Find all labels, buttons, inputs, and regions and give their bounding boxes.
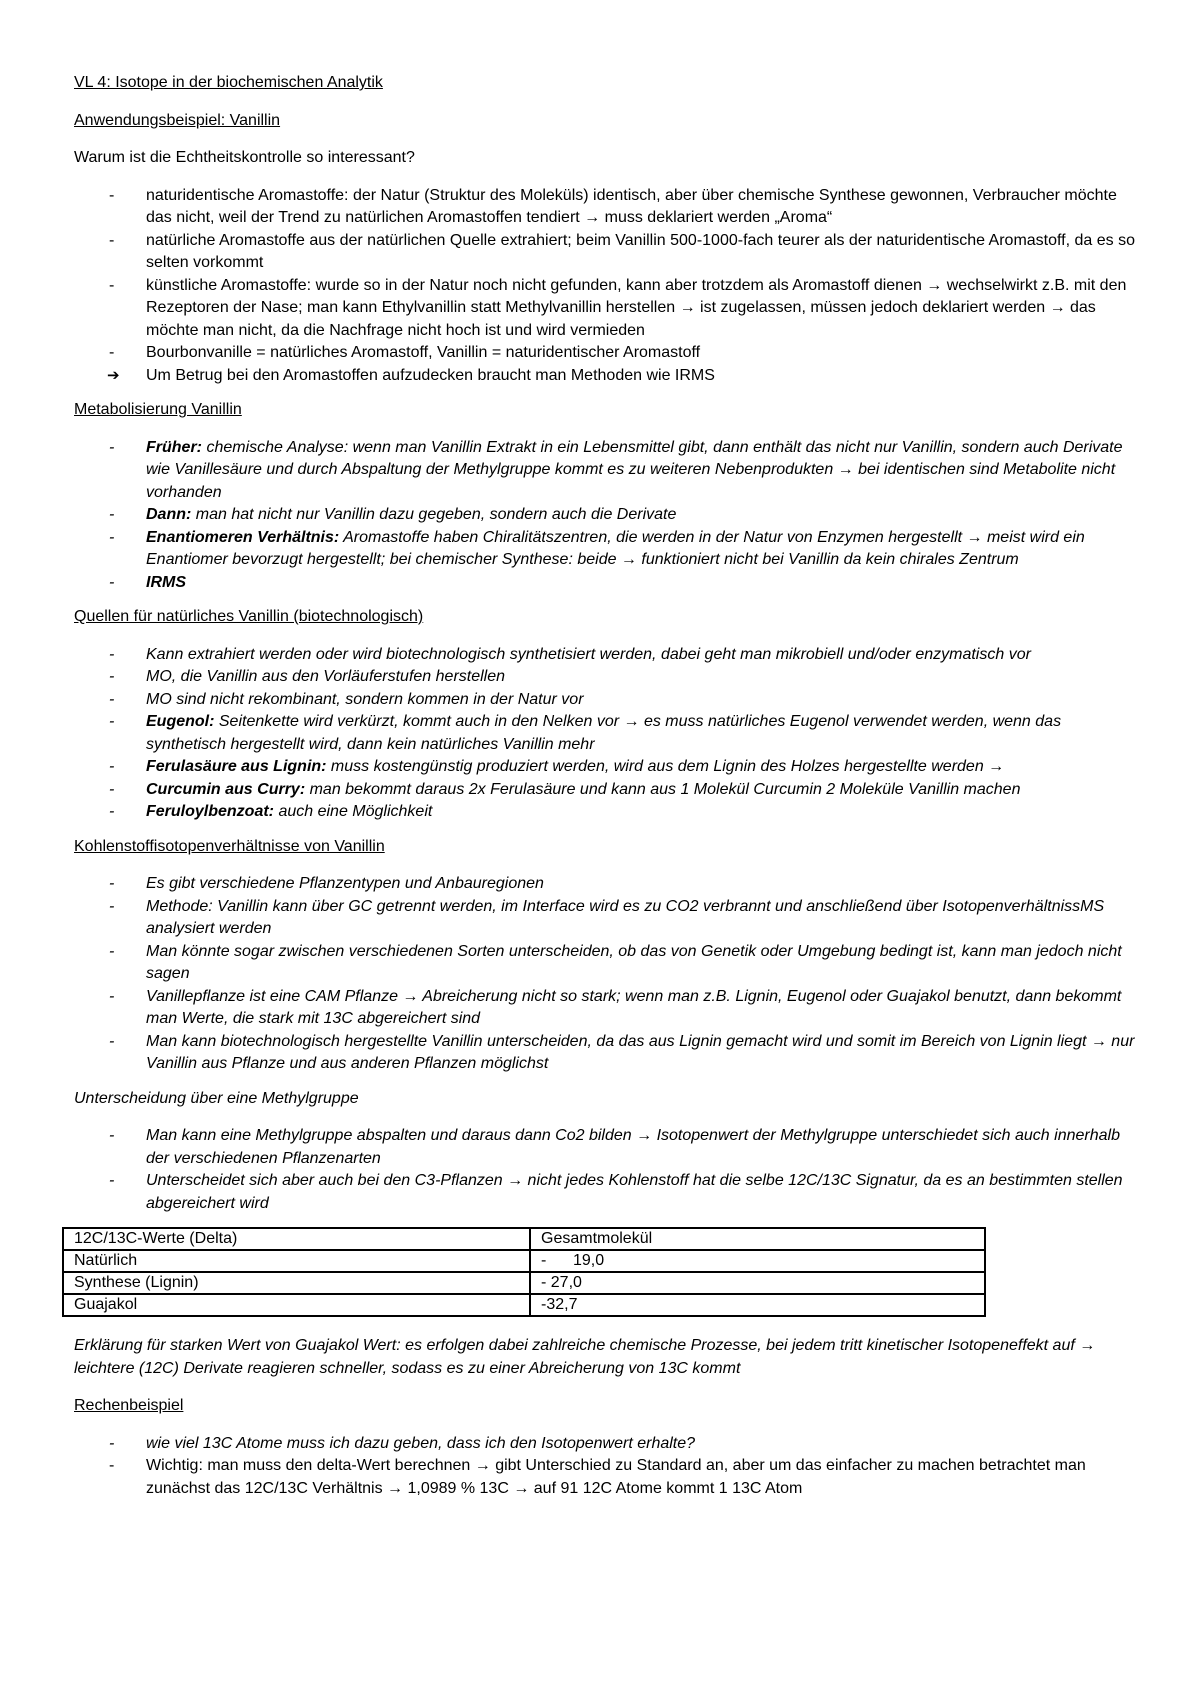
table-cell: -32,7 xyxy=(530,1294,985,1316)
list-item: - Ferulasäure aus Lignin: muss kostengünstig produziert werden, wird aus dem Lignin des Holzes hergestellte werden → xyxy=(74,756,1144,779)
table-cell: - 27,0 xyxy=(530,1272,985,1294)
dash-marker: - xyxy=(109,897,115,915)
dash-marker: - xyxy=(109,1172,115,1189)
table-row xyxy=(63,1272,985,1294)
table-header-cell: 12C/13C-Werte (Delta) xyxy=(63,1228,530,1250)
table-cell: Synthese (Lignin) xyxy=(63,1272,530,1294)
explanation-paragraph: Erklärung für starken Wert von Guajakol Wert: es erfolgen dabei zahlreiche chemische Prozesse, bei jedem tritt kinetischer Isotopeneffekt auf → leichtere (12C) Derivate reagieren schneller, sodass es zu einer Abreicherung von 13C kommt xyxy=(74,1337,1096,1377)
list-item: - Dann: man hat nicht nur Vanillin dazu gegeben, sondern auch die Derivate xyxy=(74,504,1144,527)
dash-marker: - xyxy=(109,438,115,456)
list-item: - Curcumin aus Curry: man bekommt daraus 2x Ferulasäure und kann aus 1 Molekül Curcumin 2 Moleküle Vanillin machen xyxy=(74,779,1144,802)
section-heading-metabolisierung: Metabolisierung Vanillin xyxy=(74,401,242,418)
list-aromastoffe xyxy=(74,185,1144,388)
list-item: - Kann extrahiert werden oder wird biotechnologisch synthetisiert werden, dabei geht man mikrobiell und/oder enzymatisch vor xyxy=(74,644,1144,667)
list-item: - Methode: Vanillin kann über GC getrennt werden, im Interface wird es zu CO2 verbrannt und anschließend über IsotopenverhältnissMS analysiert werden xyxy=(109,897,1105,937)
list-item: - Früher: chemische Analyse: wenn man Vanillin Extrakt in ein Lebensmittel gibt, dann enthält das nicht nur Vanillin, sondern auch Derivate wie Vanillesäure und durch Abspaltung der Methylgruppe kommt es zu weiteren Nebenprodukten → bei identischen sind Metabolite nicht vorhanden xyxy=(109,438,1123,501)
dash-marker: - xyxy=(109,987,115,1005)
dash-marker: - xyxy=(109,942,115,960)
list-item: - naturidentische Aromastoffe: der Natur (Struktur des Moleküls) identisch, aber über chemische Synthese gewonnen, Verbraucher möchte das nicht, weil der Trend zu natürlichen Aromastoffen tendiert → muss deklariert werden „Aroma“ xyxy=(109,186,1117,226)
section-heading-rechenbeispiel: Rechenbeispiel xyxy=(74,1397,184,1414)
dash-marker: - xyxy=(109,713,115,730)
dash-marker: - xyxy=(109,573,115,591)
list-metabolisierung xyxy=(74,437,1144,595)
isotope-values-table xyxy=(62,1227,986,1317)
list-item-conclusion: ➔ Um Betrug bei den Aromastoffen aufzudecken braucht man Methoden wie IRMS xyxy=(74,365,1144,388)
list-item: - MO sind nicht rekombinant, sondern kommen in der Natur vor xyxy=(74,689,1144,712)
list-item: - Es gibt verschiedene Pflanzentypen und Anbauregionen xyxy=(74,873,1144,896)
table-cell: Guajakol xyxy=(63,1294,530,1316)
list-item: - IRMS xyxy=(74,572,1144,595)
dash-marker: - xyxy=(109,803,115,820)
list-methylgruppe xyxy=(74,1125,1144,1215)
list-item: - wie viel 13C Atome muss ich dazu geben, dass ich den Isotopenwert erhalte? xyxy=(74,1433,1144,1456)
section-heading-quellen: Quellen für natürliches Vanillin (biotechnologisch) xyxy=(74,608,424,625)
section-question: Warum ist die Echtheitskontrolle so interessant? xyxy=(74,149,415,166)
table-cell: Natürlich xyxy=(63,1250,530,1272)
dash-marker: - xyxy=(109,690,115,708)
list-item: - Bourbonvanille = natürliches Aromastoff, Vanillin = naturidentischer Aromastoff xyxy=(74,342,1144,365)
list-item: - Unterscheidet sich aber auch bei den C3-Pflanzen → nicht jedes Kohlenstoff hat die selbe 12C/13C Signatur, da es an bestimmten stellen abgereichert wird xyxy=(109,1172,1123,1212)
document-page xyxy=(74,72,1144,1512)
table-cell: - 19,0 xyxy=(530,1250,985,1272)
section-heading-kohlenstoffisotope: Kohlenstoffisotopenverhältnisse von Vanillin xyxy=(74,837,385,855)
list-item: - Wichtig: man muss den delta-Wert berechnen → gibt Unterschied zu Standard an, aber um das einfacher zu machen betrachtet man zunächst das 12C/13C Verhältnis → 1,0989 % 13C → auf 91 12C Atome kommt 1 13C Atom xyxy=(109,1457,1086,1497)
table-row xyxy=(63,1250,985,1272)
dash-marker: - xyxy=(109,875,115,892)
dash-marker: - xyxy=(109,528,115,546)
list-item: - künstliche Aromastoffe: wurde so in der Natur noch nicht gefunden, kann aber trotzdem als Aromastoff dienen → wechselwirkt z.B. mit den Rezeptoren der Nase; man kann Ethylvanillin statt Methylvanillin herstellen → ist zugelassen, müssen jedoch deklariert werden → das möchte man nicht, da die Nachfrage nicht hoch ist und wird vermieden xyxy=(109,276,1127,339)
list-item: - Vanillepflanze ist eine CAM Pflanze → Abreicherung nicht so stark; wenn man z.B. Lignin, Eugenol oder Guajakol benutzt, dann bekommt man Werte, die stark mit 13C abgereichert sind xyxy=(109,987,1122,1027)
section-heading-anwendungsbeispiel: Anwendungsbeispiel: Vanillin xyxy=(74,111,281,129)
list-item: - Man könnte sogar zwischen verschiedenen Sorten unterscheiden, ob das von Genetik oder Umgebung bedingt ist, kann man jedoch nicht sagen xyxy=(109,942,1122,982)
dash-marker: - xyxy=(109,506,115,523)
dash-marker: - xyxy=(109,276,115,294)
table-header-cell: Gesamtmolekül xyxy=(530,1228,985,1250)
dash-marker: - xyxy=(109,1457,115,1474)
page-title: VL 4: Isotope in der biochemischen Analytik xyxy=(74,74,383,91)
dash-marker: - xyxy=(109,668,115,685)
list-rechenbeispiel xyxy=(74,1433,1144,1501)
dash-marker: - xyxy=(109,1434,115,1452)
table-row xyxy=(63,1294,985,1316)
dash-marker: - xyxy=(109,344,115,361)
list-item: - Eugenol: Seitenkette wird verkürzt, kommt auch in den Nelken vor → es muss natürliches Eugenol verwendet werden, wenn das synthetisch hergestellt wird, dann kein natürliches Vanillin mehr xyxy=(109,713,1062,753)
dash-marker: - xyxy=(109,1127,115,1144)
dash-marker: - xyxy=(109,231,115,249)
list-item: - Enantiomeren Verhältnis: Aromastoffe haben Chiralitätszentren, die werden in der Natur von Enzymen hergestellt → meist wird ein Enantiomer bevorzugt hergestellt; bei chemischer Synthese: beide → funktioniert nicht bei Vanillin da kein chirales Zentrum xyxy=(109,528,1085,568)
list-item: - Feruloylbenzoat: auch eine Möglichkeit xyxy=(74,801,1144,824)
dash-marker: - xyxy=(109,780,115,798)
dash-marker: - xyxy=(109,186,115,204)
list-item: - Man kann biotechnologisch hergestellte Vanillin unterscheiden, da das aus Lignin gemacht wird und somit im Bereich von Lignin liegt → nur Vanillin aus Pflanze und aus anderen Pflanzen möglichst xyxy=(109,1032,1135,1072)
list-item: - natürliche Aromastoffe aus der natürlichen Quelle extrahiert; beim Vanillin 500-1000-fach teurer als der naturidentische Aromastoff, da es so selten vorkommt xyxy=(109,231,1135,271)
arrow-right-icon: ➔ xyxy=(107,366,120,384)
dash-marker: - xyxy=(109,645,115,663)
dash-marker: - xyxy=(109,1032,115,1050)
list-item: - Man kann eine Methylgruppe abspalten und daraus dann Co2 bilden → Isotopenwert der Methylgruppe unterschiedet sich auch innerhalb der verschiedenen Pflanzenarten xyxy=(109,1127,1120,1167)
list-kohlenstoffisotope xyxy=(74,873,1144,1076)
section-heading-methylgruppe: Unterscheidung über eine Methylgruppe xyxy=(74,1089,359,1107)
list-item: - MO, die Vanillin aus den Vorläuferstufen herstellen xyxy=(74,666,1144,689)
dash-marker: - xyxy=(109,758,115,775)
list-quellen xyxy=(74,644,1144,824)
table-header-row xyxy=(63,1228,985,1250)
